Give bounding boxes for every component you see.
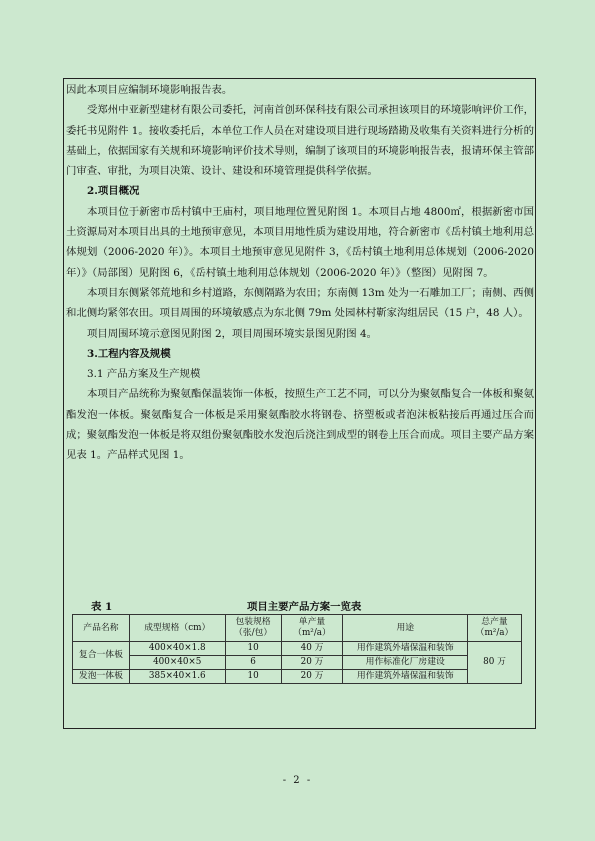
cell-use: 用作标准化厂房建设 <box>343 656 468 670</box>
header-cell: 用途 <box>343 615 468 642</box>
table-title: 项目主要产品方案一览表 <box>247 601 362 613</box>
cell-pack: 10 <box>225 670 281 684</box>
section-heading-overview: 2.项目概况 <box>87 185 140 198</box>
subsection-heading-products: 3.1 产品方案及生产规模 <box>87 368 201 381</box>
cell-pack: 10 <box>225 642 281 656</box>
page-number: - 2 - <box>282 775 313 786</box>
section-heading-scale: 3.工程内容及规模 <box>87 347 171 360</box>
paragraph-surroundings: 本项目东侧紧邻荒地和乡村道路，东侧隔路为农田；东南侧 13m 处为一石雕加工厂；南侧、西侧和北侧均紧邻农田。项目周围的环境敏感点为东北侧 79m 处园林村靳家沟组居民（15 户，48 人）。 <box>66 286 534 320</box>
table-row <box>73 670 522 684</box>
cell-total: 80 万 <box>468 642 522 684</box>
table-header-row <box>73 615 522 642</box>
cell-use: 用作建筑外墙保温和装饰 <box>343 642 468 656</box>
header-cell: 单产量（m²/a） <box>281 615 343 642</box>
table-caption <box>91 598 471 612</box>
paragraph-commission: 受郑州中亚新型建材有限公司委托，河南首创环保科技有限公司承担该项目的环境影响评价工作，委托书见附件 1。接收委托后，本单位工作人员在对建设项目进行现场踏勘及收集有关资料进行分析的基础上，依据国家有关规和环境影响评价技术导则，编制了该项目的环境影响报告表，报请环保主管部门审查、审批，为项目决策、设计、建设和环境管理提供科学依据。 <box>66 104 534 178</box>
cell-use: 用作建筑外墙保温和装饰 <box>343 670 468 684</box>
cell-output: 20 万 <box>281 670 343 684</box>
cell-product-name: 发泡一体板 <box>73 670 130 684</box>
table-row <box>73 642 522 656</box>
header-cell: 总产量（m²/a） <box>468 615 522 642</box>
paragraph-figures: 项目周围环境示意图见附图 2，项目周围环境实景图见附图 4。 <box>87 327 377 340</box>
cell-product-name: 复合一体板 <box>73 642 130 670</box>
cell-spec: 385×40×1.6 <box>129 670 225 684</box>
table-number: 表 1 <box>91 601 113 613</box>
header-cell: 成型规格（cm） <box>129 615 225 642</box>
table-row <box>73 656 522 670</box>
cell-output: 20 万 <box>281 656 343 670</box>
product-table <box>72 614 522 684</box>
body-text <box>66 80 534 466</box>
paragraph-intro: 因此本项目应编制环境影响报告表。 <box>66 84 233 96</box>
paragraph-products: 本项目产品统称为聚氨酯保温装饰一体板，按照生产工艺不同，可以分为聚氨酯复合一体板和聚氨酯发泡一体板。聚氨酯复合一体板是采用聚氨酯胶水将钢卷、挤塑板或者泡沫板粘接后再通过压合而成；聚氨酯发泡一体板是将双组份聚氨酯胶水发泡后浇注到成型的钢卷上压合而成。项目主要产品方案见表 1。产品样式见图 1。 <box>66 388 534 462</box>
header-cell: 包装规格（张/包） <box>225 615 281 642</box>
cell-pack: 6 <box>225 656 281 670</box>
cell-spec: 400×40×5 <box>129 656 225 670</box>
cell-spec: 400×40×1.8 <box>129 642 225 656</box>
header-cell: 产品名称 <box>73 615 130 642</box>
cell-output: 40 万 <box>281 642 343 656</box>
paragraph-location: 本项目位于新密市岳村镇中王庙村，项目地理位置见附图 1。本项目占地 4800㎡，根据新密市国土资源局对本项目出具的土地预审意见，本项目用地性质为建设用地，符合新密市《岳村镇土地利用总体规划（2006-2020 年）》。本项目土地预审意见见附件 3，《岳村镇土地利用总体规划（2006-2020 年）》（局部图）见附图 6，《岳村镇土地利用总体规划（2006-2020 年）》（整图）见附图 7。 <box>66 205 534 279</box>
